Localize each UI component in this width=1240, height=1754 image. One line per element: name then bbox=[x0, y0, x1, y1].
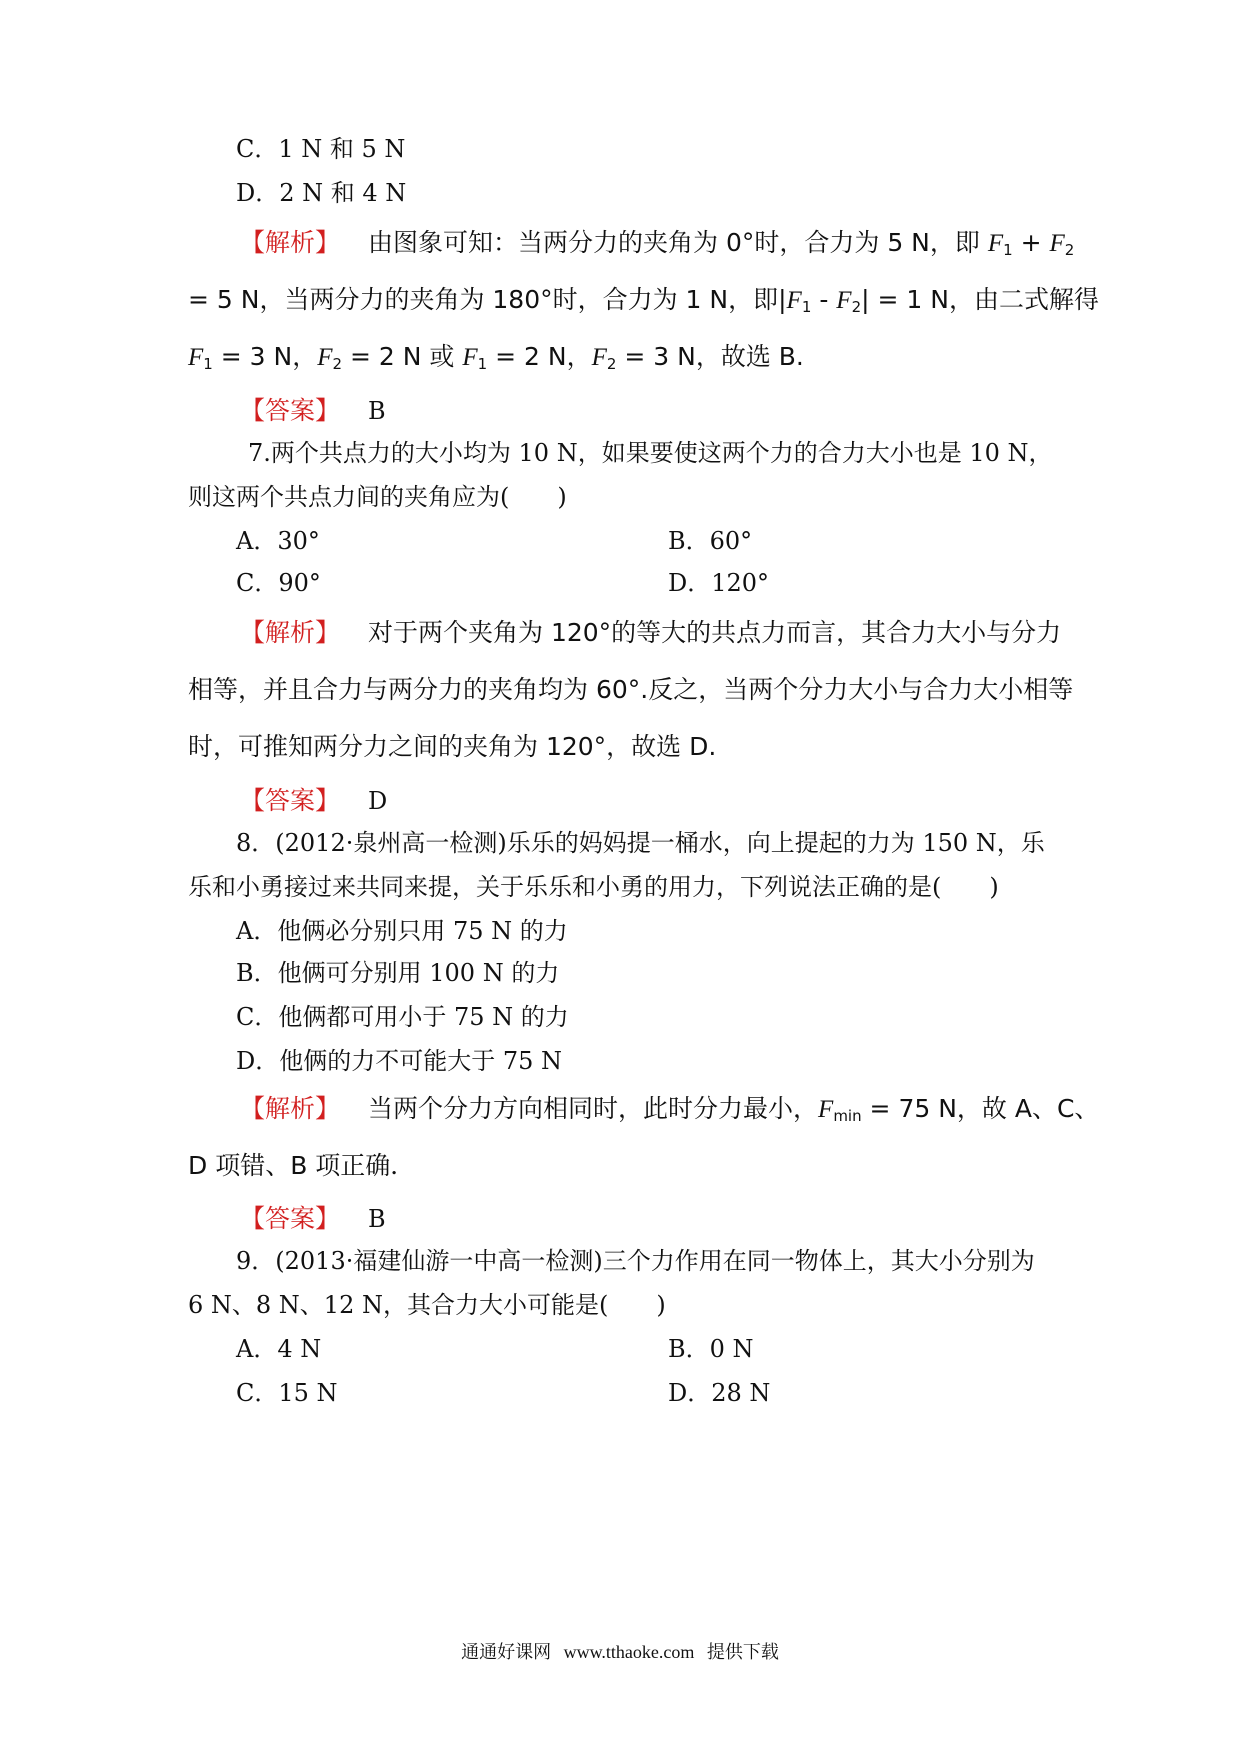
q7-explanation-line3: 时，可推知两分力之间的夹角为 120°，故选 D. bbox=[188, 732, 717, 761]
analysis-label: 【解析】 bbox=[240, 618, 341, 647]
q6-explanation-line1: 【解析】 由图象可知：当两分力的夹角为 0°时，合力为 5 N，即 $F_1 + F_2$ bbox=[240, 228, 1075, 259]
q7-stem-line2: 则这两个共点力间的夹角应为( ) bbox=[188, 483, 567, 511]
q8-option-a: A．他俩必分别只用 75 N 的力 bbox=[236, 917, 568, 945]
q8-option-d: D．他俩的力不可能大于 75 N bbox=[236, 1047, 563, 1075]
q9-option-c: C．15 N bbox=[236, 1379, 338, 1407]
q7-option-c: C．90° bbox=[236, 569, 321, 597]
q9-option-d: D．28 N bbox=[668, 1379, 771, 1407]
analysis-label: 【解析】 bbox=[240, 228, 341, 257]
q8-option-b: B．他俩可分别用 100 N 的力 bbox=[236, 959, 560, 987]
q7-explanation-line2: 相等，并且合力与两分力的夹角均为 60°.反之，当两个分力大小与合力大小相等 bbox=[188, 675, 1074, 704]
footer-url[interactable]: www.tthaoke.com bbox=[563, 1642, 695, 1662]
q7-answer: 【答案】 D bbox=[240, 786, 388, 815]
analysis-label: 【解析】 bbox=[240, 1094, 341, 1123]
option-d-prev: D．2 N 和 4 N bbox=[236, 179, 407, 207]
q8-option-c: C．他俩都可用小于 75 N 的力 bbox=[236, 1003, 569, 1031]
q7-stem-line1: 7.两个共点力的大小均为 10 N，如果要使这两个力的合力大小也是 10 N， bbox=[248, 439, 1053, 467]
q7-explanation-line1: 【解析】 对于两个夹角为 120°的等大的共点力而言，其合力大小与分力 bbox=[240, 618, 1062, 647]
q8-answer: 【答案】 B bbox=[240, 1204, 386, 1233]
q6-answer: 【答案】 B bbox=[240, 396, 386, 425]
q9-stem-line2: 6 N、8 N、12 N，其合力大小可能是( ) bbox=[188, 1291, 666, 1319]
answer-label: 【答案】 bbox=[240, 786, 341, 815]
q8-stem-line1: 8．(2012·泉州高一检测)乐乐的妈妈提一桶水，向上提起的力为 150 N，乐 bbox=[236, 829, 1045, 857]
footer-site-name: 通通好课网 bbox=[461, 1642, 552, 1662]
q6-explanation-line3: $F_1 = 3$ N，$F_2 = 2$ N 或 $F_1 = 2$ N，$F_2 = 3$ N，故选 B. bbox=[188, 342, 804, 373]
q6-explanation-line2: = 5 N，当两分力的夹角为 180°时，合力为 1 N，即$|F_1 - F_2| = 1$ N，由二式解得 bbox=[188, 285, 1099, 316]
answer-label: 【答案】 bbox=[240, 396, 341, 425]
q9-option-b: B．0 N bbox=[668, 1335, 754, 1363]
q9-option-a: A．4 N bbox=[236, 1335, 322, 1363]
page-footer bbox=[0, 1638, 1240, 1664]
q8-explanation-line2: D 项错、B 项正确． bbox=[188, 1151, 416, 1180]
option-c-prev: C．1 N 和 5 N bbox=[236, 135, 406, 163]
q9-stem-line1: 9．(2013·福建仙游一中高一检测)三个力作用在同一物体上，其大小分别为 bbox=[236, 1247, 1035, 1275]
footer-note: 提供下载 bbox=[706, 1642, 779, 1662]
q7-option-a: A．30° bbox=[236, 527, 320, 555]
answer-label: 【答案】 bbox=[240, 1204, 341, 1233]
q7-option-b: B．60° bbox=[668, 527, 753, 555]
q8-stem-line2: 乐和小勇接过来共同来提，关于乐乐和小勇的用力，下列说法正确的是( ) bbox=[188, 873, 999, 901]
q8-explanation-line1: 【解析】 当两个分力方向相同时，此时分力最小，$F_{min} = 75$ N，故 A、C、 bbox=[240, 1094, 1100, 1125]
q7-option-d: D．120° bbox=[668, 569, 770, 597]
